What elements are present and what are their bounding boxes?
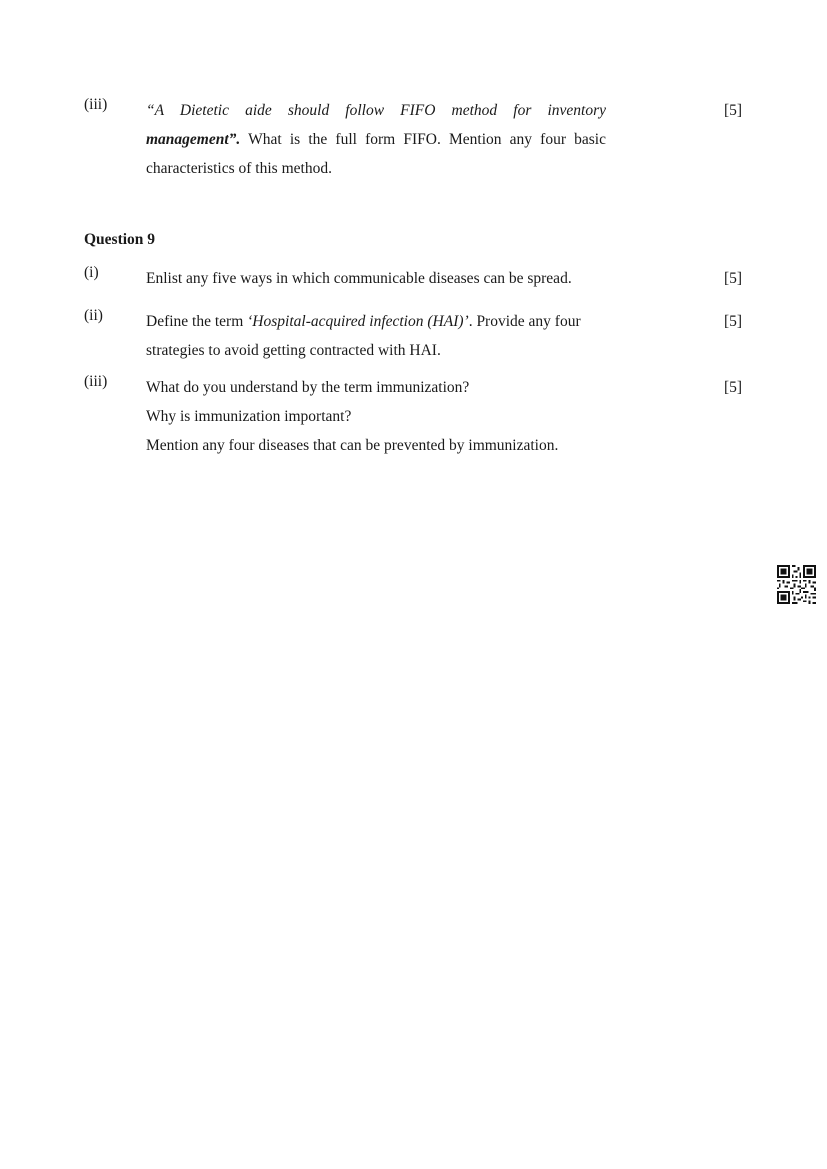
part-text [146, 96, 606, 183]
marks: [5] [724, 379, 743, 396]
text-line-3: characteristics of this method. [146, 160, 332, 177]
part-number: (ii) [84, 307, 103, 324]
quote-line-2: management”. [146, 131, 241, 148]
marks: [5] [724, 102, 743, 119]
qr-code-icon [777, 565, 816, 604]
text-line-1: What do you understand by the term immunization? [146, 379, 470, 396]
text-line-2: Why is immunization important? [146, 408, 352, 425]
rest-line-2: What is the full form FIFO. Mention any four basic [240, 131, 606, 148]
suffix: . Provide any four [468, 313, 581, 330]
quote-line-1: “A Dietetic aide should follow FIFO method for inventory [146, 102, 606, 119]
text-line-1 [146, 307, 606, 336]
marks: [5] [724, 313, 743, 330]
part-text [146, 373, 626, 460]
text-line-2: strategies to avoid getting contracted with HAI. [146, 342, 441, 359]
text-line-2 [146, 125, 606, 154]
text-line-3: Mention any four diseases that can be prevented by immunization. [146, 437, 559, 454]
prefix: Define the term [146, 313, 248, 330]
part-number: (i) [84, 264, 99, 281]
part-number: (iii) [84, 373, 108, 390]
part-text [146, 307, 606, 365]
part-number: (iii) [84, 96, 108, 113]
marks: [5] [724, 270, 743, 287]
part-text [146, 264, 626, 293]
question-heading: Question 9 [84, 231, 156, 248]
term: ‘Hospital-acquired infection (HAI)’ [247, 313, 469, 330]
text-line-1: Enlist any five ways in which communicable diseases can be spread. [146, 270, 572, 287]
